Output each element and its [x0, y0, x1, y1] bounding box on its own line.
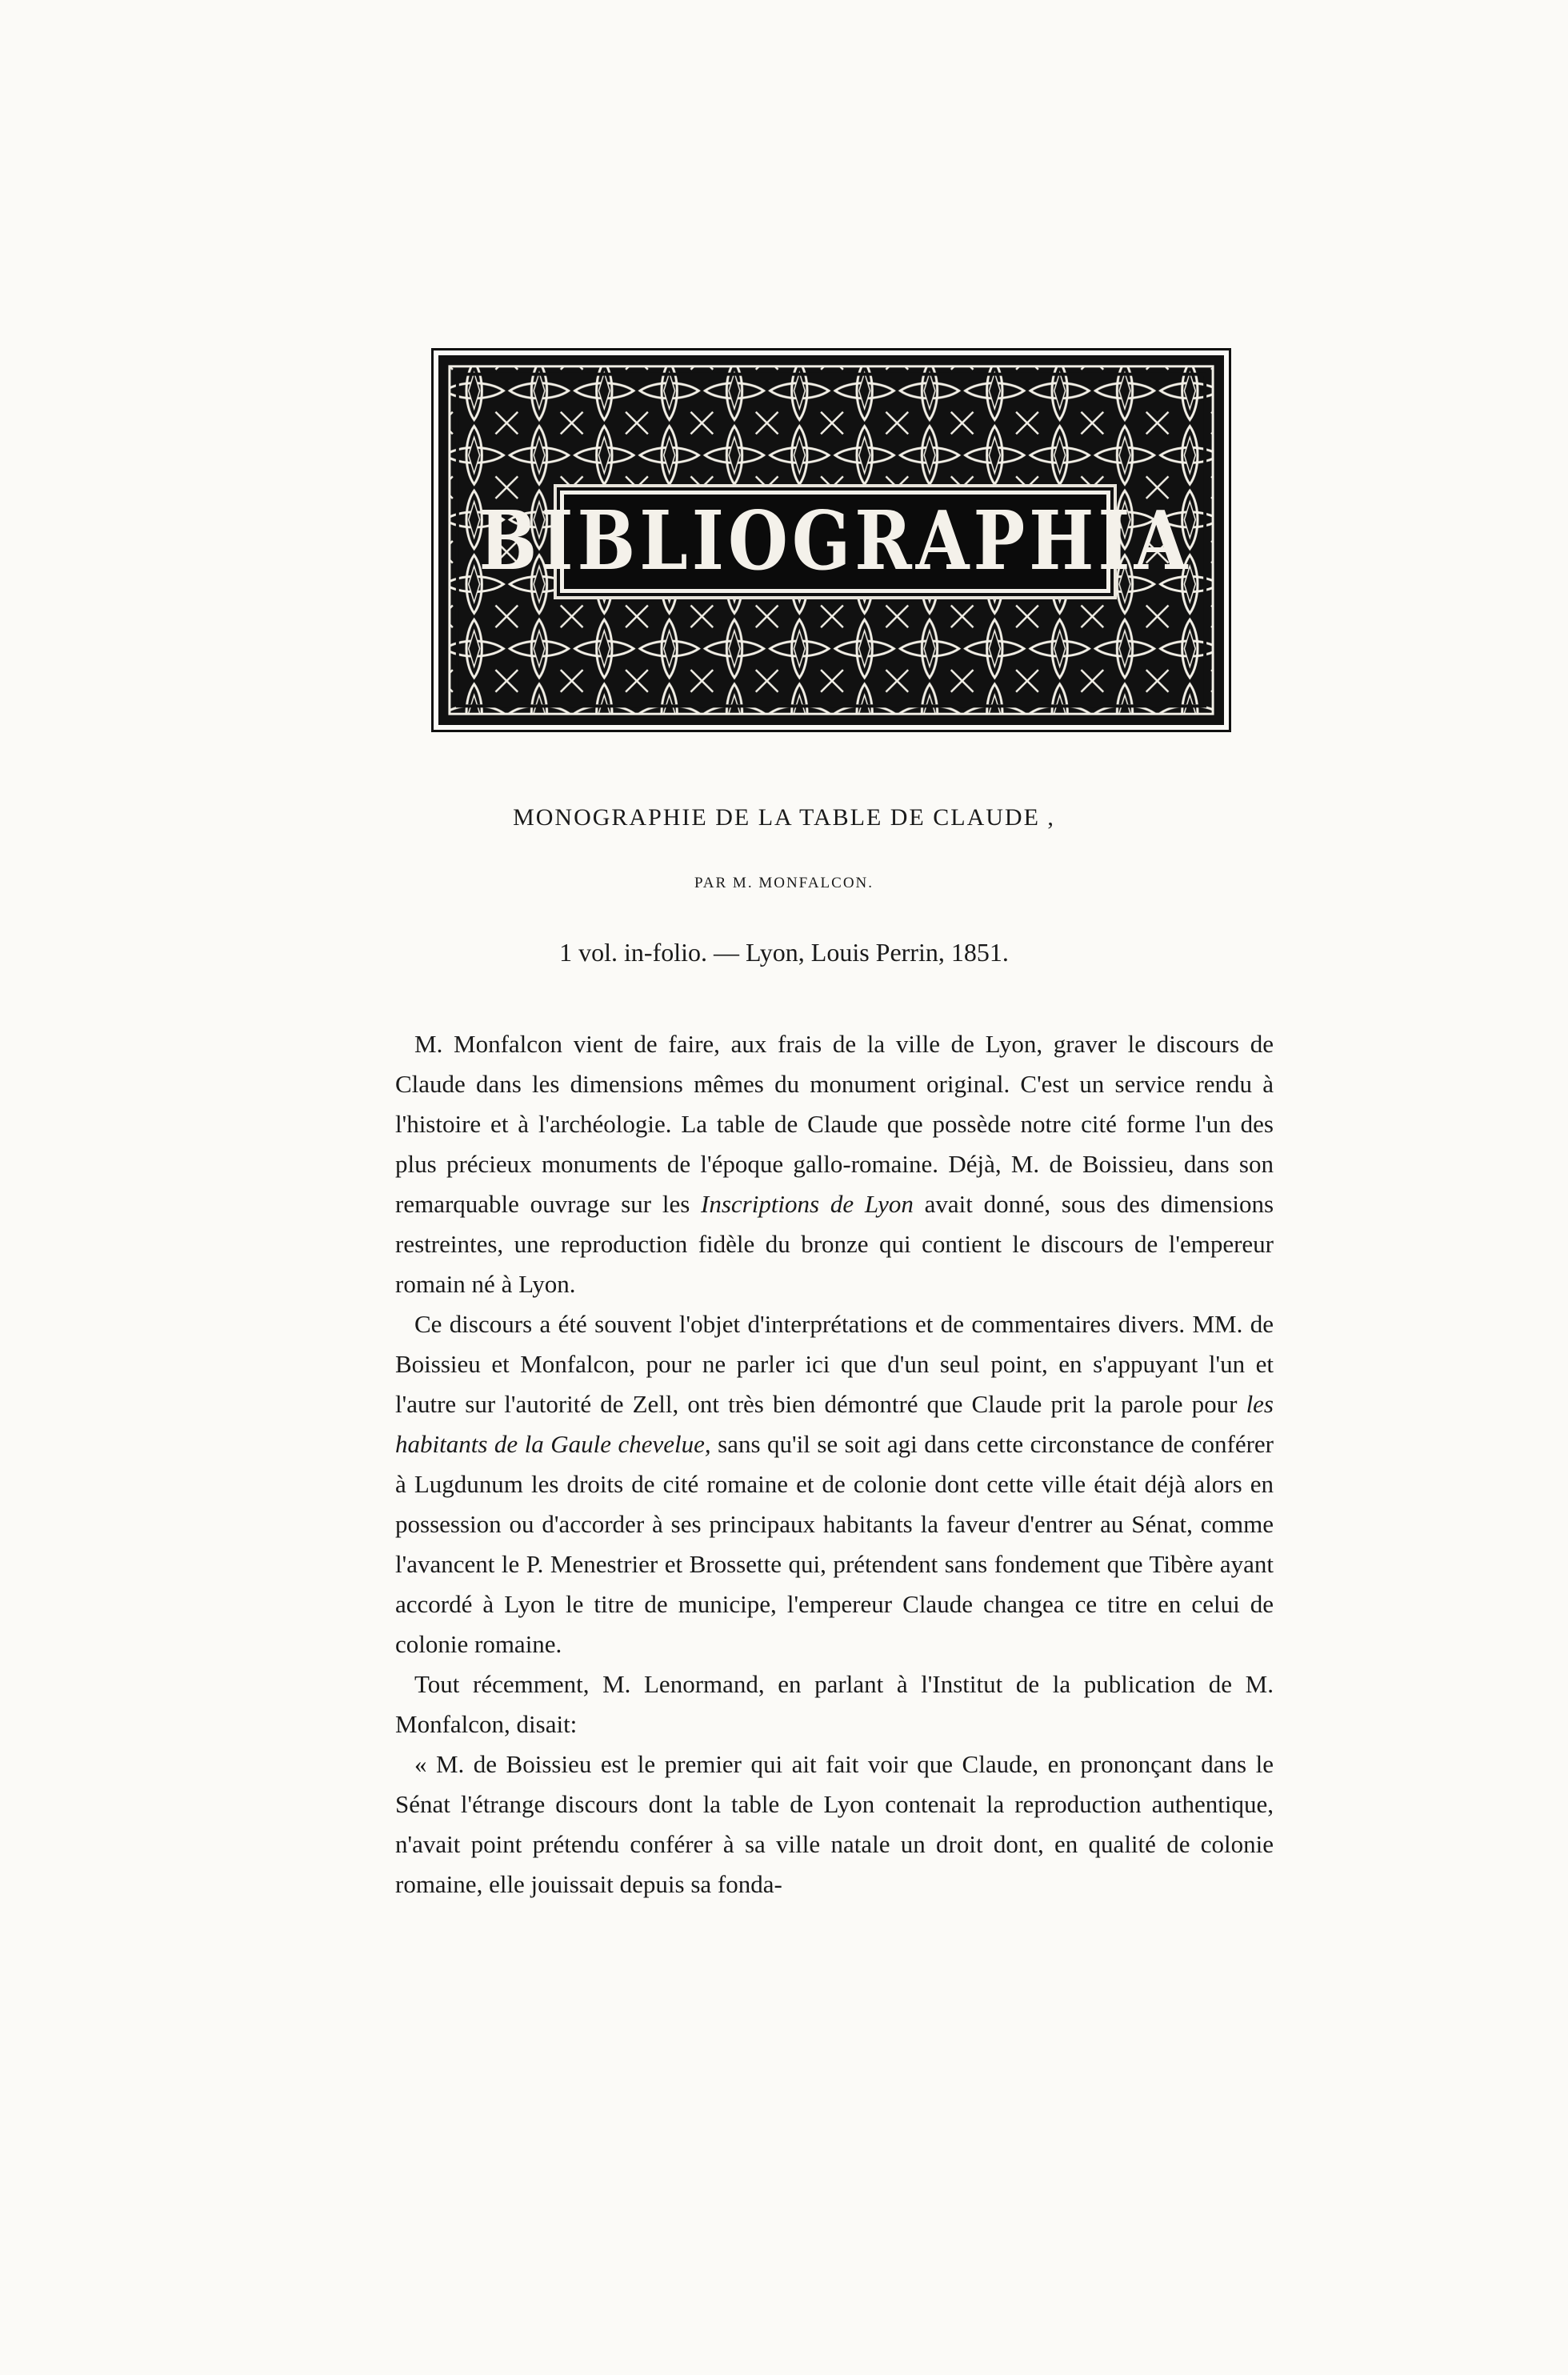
quotation-paragraph: « M. de Boissieu est le premier qui ait fait voir que Claude, en prononçant dans le Sénat l'étrange discours dont la table de Lyon contenait la reproduction authentique, n'avait point prétendu conférer à sa ville natale un droit dont, en qualité de colonie romaine, elle jouissait depuis sa fonda-	[395, 1750, 1274, 1898]
paragraph-text: M. Monfalcon vient de faire, aux frais de la ville de Lyon, graver le discours de Claude dans les dimensions mêmes du monument original. C'est un service rendu à l'histoire et à l'archéologie. La table de Claude que possède notre cité forme l'un des plus précieux monuments de l'époque gallo-romaine. Déjà, M. de Boissieu, dans son remarquable ouvrage sur les	[395, 1030, 1274, 1218]
paragraph-text: sans qu'il se soit agi dans cette circonstance de conférer à Lugdunum les droits de cité romaine et de colonie dont cette ville était déjà alors en possession ou d'accorder à ses principaux habitants la faveur d'entrer au Sénat, comme l'avancent le P. Menestrier et Brossette qui, prétendent sans fondement que Tibère ayant accordé à Lyon le titre de municipe, l'empereur Claude changea ce titre en celui de colonie romaine.	[395, 1430, 1274, 1658]
italic-title: Inscriptions de Lyon	[701, 1190, 914, 1218]
paragraph: Tout récemment, M. Lenormand, en parlant à l'Institut de la publication de M. Monfalcon, disait:	[395, 1670, 1274, 1738]
article-title: MONOGRAPHIE DE LA TABLE DE CLAUDE ,	[513, 804, 1055, 831]
banner-title: BIBLIOGRAPHIA	[478, 493, 1192, 589]
paragraph-text: avait donné, sous des dimensions restreintes, une reproduction fidèle du bronze qui contient le discours de l'empereur romain né à Lyon.	[395, 1190, 1274, 1298]
bibliographia-banner	[438, 355, 1224, 725]
italic-phrase: les habitants de la Gaule chevelue,	[395, 1390, 1274, 1458]
paragraph	[395, 1304, 1274, 1664]
article-byline: PAR M. MONFALCON.	[694, 875, 874, 891]
paragraph-text: Ce discours a été souvent l'objet d'interprétations et de commentaires divers. MM. de Boissieu et Monfalcon, pour ne parler ici que d'un seul point, en s'appuyant l'un et l'autre sur l'autorité de Zell, ont très bien démontré que Claude prit la parole pour	[395, 1310, 1274, 1418]
article-body	[395, 1024, 1274, 1904]
paragraph	[395, 1024, 1274, 1304]
publication-imprint: 1 vol. in-folio. — Lyon, Louis Perrin, 1851.	[559, 938, 1009, 967]
banner-title-plate	[478, 491, 1192, 593]
